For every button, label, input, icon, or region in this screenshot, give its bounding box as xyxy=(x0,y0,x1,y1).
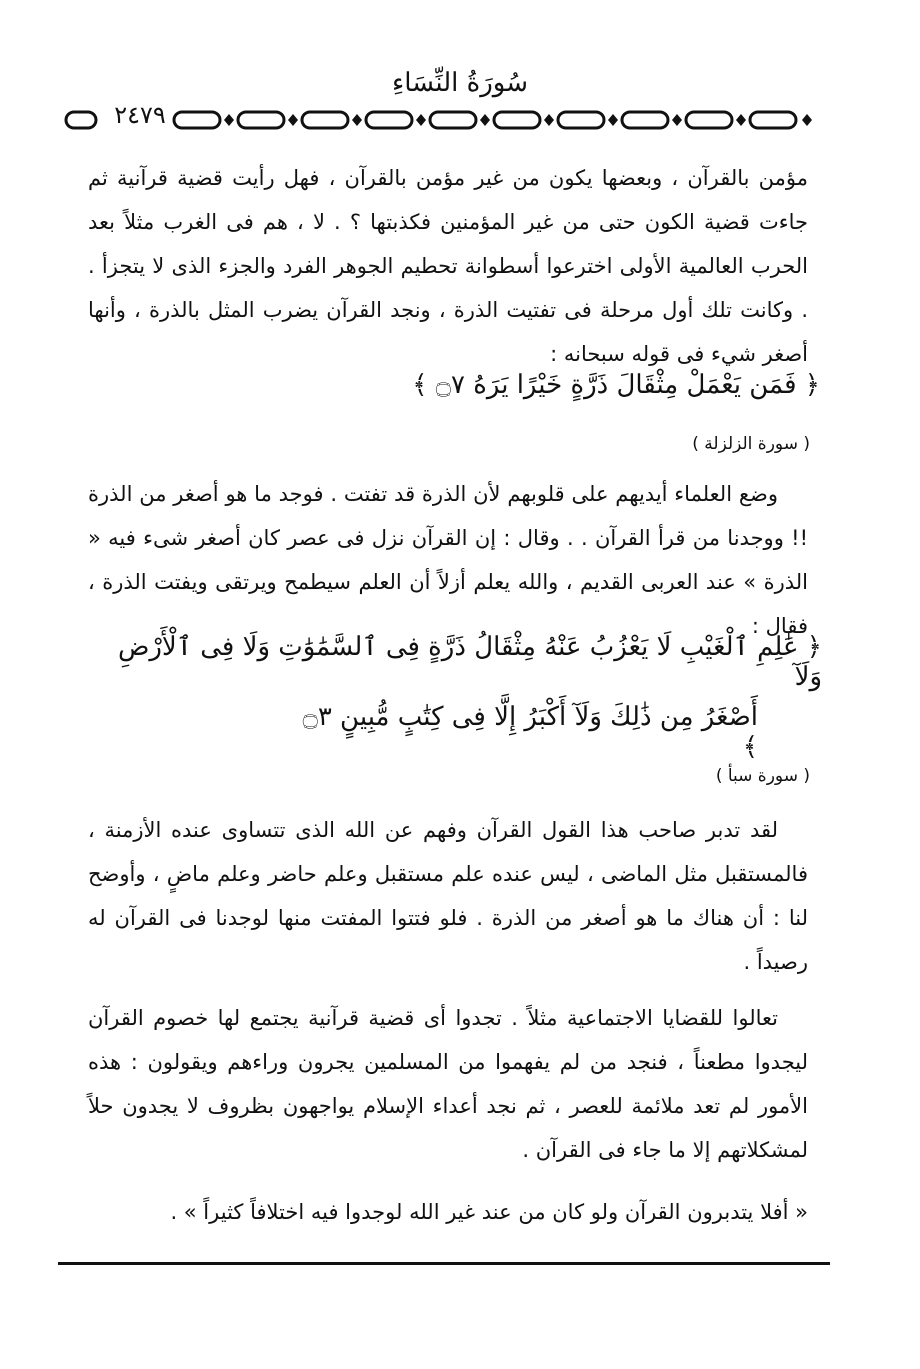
paragraph-3: لقد تدبر صاحب هذا القول القرآن وفهم عن الله الذى تتساوى عنده الأزمنة ، فالمستقبل مثل الماضى ، ليس عنده علم مستقبل وعلم حاضر وعلم ماضٍ ، وأوضح لنا : أن هناك ما هو أصغر من الذرة . فلو فتتوا المفتت منها لوجدنا فى القرآن له رصيداً . xyxy=(88,818,808,974)
paragraph-2: وضع العلماء أيديهم على قلوبهم لأن الذرة قد تفتت . فوجد ما هو أصغر من الذرة !! ووجدنا من قرأ القرآن . . وقال : إن القرآن نزل فى عصر كان أصغر شىء فيه « الذرة » عند العربى القديم ، والله يعلم أزلاً أن العلم سيطمح ويرتقى ويفتت الذرة ، فقال : xyxy=(88,482,808,638)
page-number: ٢٤٧٩ xyxy=(114,101,166,129)
paragraph-4: تعالوا للقضايا الاجتماعية مثلاً . تجدوا أى قضية قرآنية يجتمع لها خصوم القرآن ليجدوا مطعناً ، فنجد من لم يفهموا من المسلمين يجرون وراءهم ويقولون : هذه الأمور لم تعد ملائمة للعصر ، ثم نجد أعداء الإسلام يواجهون بظروف لا يجدون حلاً لمشكلاتهم إلا ما جاء فى القرآن . xyxy=(88,1006,808,1162)
verse-reference-saba: ( سورة سبأ ) xyxy=(715,766,810,786)
verse-zalzala: ﴿ فَمَن يَعْمَلْ مِثْقَالَ ذَرَّةٍ خَيْرًا يَرَهُ ۝٧ ﴾ xyxy=(412,370,820,400)
paragraph-5-quote: « أفلا يتدبرون القرآن ولو كان من عند غير الله لوجدوا فيه اختلافاً كثيراً » . xyxy=(170,1200,808,1224)
paragraph-1: مؤمن بالقرآن ، وبعضها يكون من غير مؤمن بالقرآن ، فهل رأيت قضية قرآنية ثم جاءت قضية الكون حتى من غير المؤمنين فكذبتها ؟ . لا ، هم فى الغرب مثلاً بعد الحرب العالمية الأولى اخترعوا أسطوانة تحطيم الجوهر الفرد والجزء الذى لا يتجزأ . . وكانت تلك أول مرحلة فى تفتيت الذرة ، ونجد القرآن يضرب المثل بالذرة ، وأنها أصغر شيء فى قوله سبحانه : xyxy=(88,166,808,366)
verse-saba-line-1: ﴿ عَٰلِمِ ٱلْغَيْبِ لَا يَعْزُبُ عَنْهُ مِثْقَالُ ذَرَّةٍ فِى ٱلسَّمَٰوَٰتِ وَلَا فِى ٱلْأَرْضِ وَلَآ xyxy=(117,632,822,692)
surah-title: سُورَةُ النِّسَاءِ xyxy=(392,68,528,98)
bottom-rule xyxy=(58,1262,830,1265)
verse-saba-line-2: أَصْغَرُ مِن ذَٰلِكَ وَلَآ أَكْبَرُ إِلَّا فِى كِتَٰبٍ مُّبِينٍ ۝٣ ﴾ xyxy=(302,702,758,762)
verse-reference-zalzala: ( سورة الزلزلة ) xyxy=(692,434,810,454)
